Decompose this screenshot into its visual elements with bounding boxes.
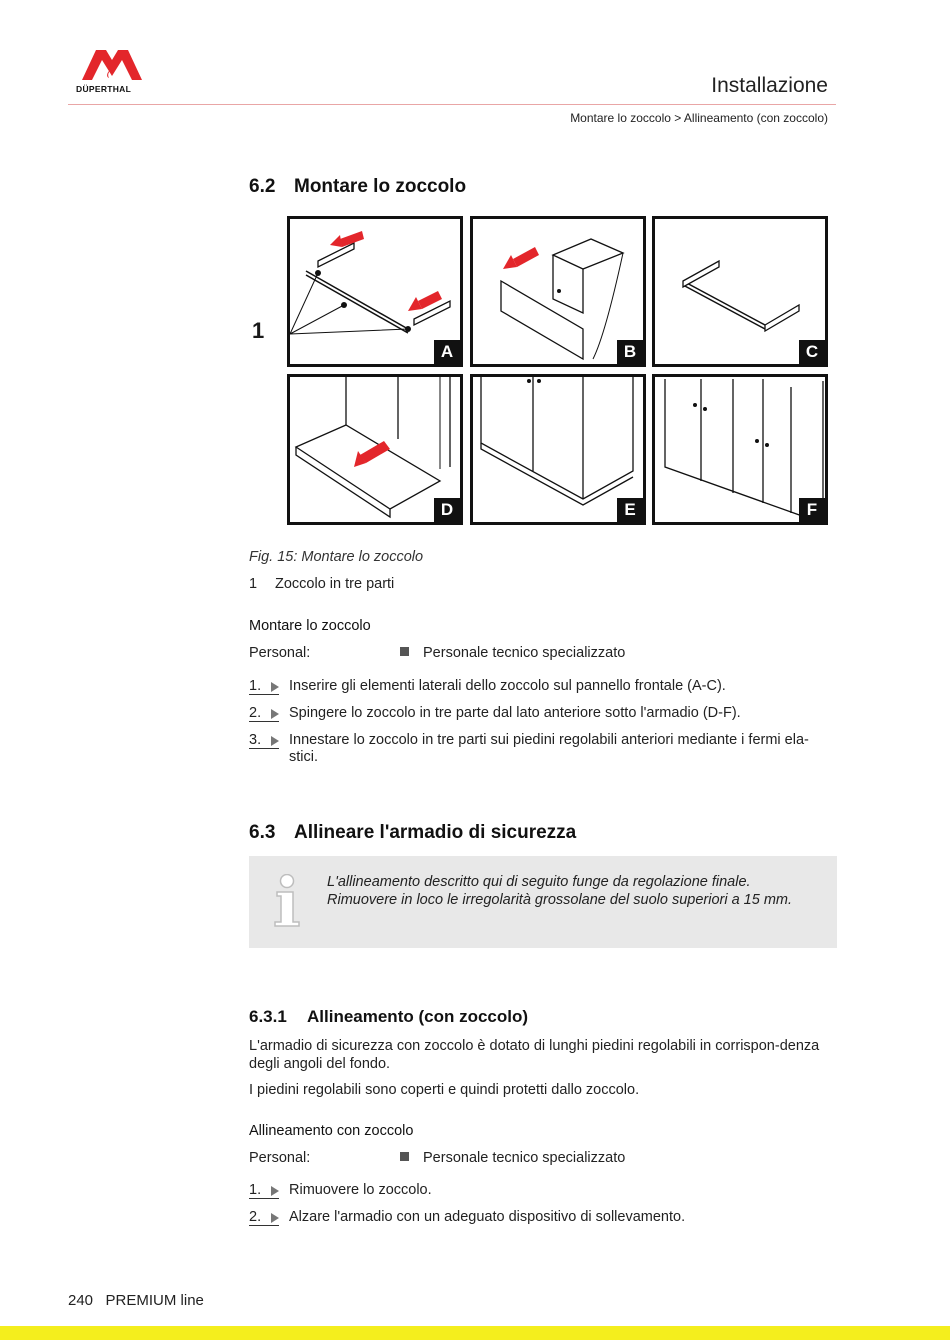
section-title: Allineare l'armadio di sicurezza [294, 822, 577, 843]
figure-panel-d [287, 374, 463, 525]
procedure-step [249, 1182, 834, 1199]
footer-color-bar [0, 1326, 950, 1340]
section-number: 6.2 [249, 176, 276, 197]
personnel-value [400, 1150, 625, 1166]
panel-label-d: D [434, 498, 460, 522]
procedure-title: Montare lo zoccolo [249, 618, 371, 634]
legend-number: 1 [249, 576, 258, 592]
step-text: Inserire gli elementi laterali dello zoccolo sul pannello frontale (A-C). [289, 678, 726, 694]
step-arrow-icon [271, 1213, 279, 1223]
personnel-value-text: Personale tecnico specializzato [423, 645, 626, 661]
step-text: Innestare lo zoccolo in tre parti sui piedini regolabili anteriori mediante i fermi ela-stici. [289, 732, 809, 765]
personnel-value [400, 645, 625, 661]
section-6-2-heading [249, 176, 466, 198]
bullet-square-icon [400, 1152, 409, 1161]
panel-label-b: B [617, 340, 643, 364]
figure-legend-item [249, 576, 394, 592]
step-arrow-icon [271, 709, 279, 719]
step-number: 1. [249, 1182, 279, 1199]
figure-panel-a [287, 216, 463, 367]
section-number: 6.3.1 [249, 1007, 287, 1026]
header-divider [68, 104, 836, 105]
procedure-title: Allineamento con zoccolo [249, 1123, 414, 1139]
panel-label-c: C [799, 340, 825, 364]
paragraph: L'armadio di sicurezza con zoccolo è dotato di lunghi piedini regolabili in corrispon-denza degli angoli del fondo. [249, 1038, 820, 1072]
section-6-3-1-heading [249, 1007, 528, 1027]
brand-name: DÜPERTHAL [76, 84, 132, 94]
personnel-label: Personal: [249, 1150, 311, 1166]
product-name: PREMIUM line [105, 1292, 204, 1309]
section-number: 6.3 [249, 822, 276, 843]
panel-label-a: A [434, 340, 460, 364]
page-footer [68, 1292, 204, 1309]
step-number: 1. [249, 678, 279, 695]
legend-text: Zoccolo in tre parti [275, 576, 395, 592]
panel-label-e: E [617, 498, 643, 522]
personnel-label: Personal: [249, 645, 311, 661]
step-text: Alzare l'armadio con un adeguato dispositivo di sollevamento. [289, 1209, 686, 1225]
procedure-step [249, 705, 834, 722]
step-arrow-icon [271, 682, 279, 692]
figure-caption: Fig. 15: Montare lo zoccolo [249, 549, 424, 565]
step-arrow-icon [271, 736, 279, 746]
figure-panel-b [470, 216, 646, 367]
step-arrow-icon [271, 1186, 279, 1196]
procedure-step [249, 1209, 834, 1226]
figure-panel-c [652, 216, 828, 367]
figure-15 [254, 214, 832, 528]
figure-panel-e [470, 374, 646, 525]
info-note [249, 856, 837, 948]
panel-label-f: F [799, 498, 825, 522]
info-note-text: L'allineamento descritto qui di seguito funge da regolazione finale. Rimuovere in loco le irregolarità grossolane del suolo superiori a 15 mm. [327, 874, 793, 908]
header-title: Installazione [711, 74, 828, 97]
bullet-square-icon [400, 647, 409, 656]
section-title: Montare lo zoccolo [294, 176, 467, 197]
page-number: 240 [68, 1292, 94, 1309]
section-title: Allineamento (con zoccolo) [307, 1007, 529, 1026]
step-number: 2. [249, 705, 279, 722]
procedure-step [249, 732, 834, 766]
figure-panel-f [652, 374, 828, 525]
step-number: 2. [249, 1209, 279, 1226]
paragraph: I piedini regolabili sono coperti e quindi protetti dallo zoccolo. [249, 1082, 640, 1098]
step-text: Rimuovere lo zoccolo. [289, 1182, 432, 1198]
step-number: 3. [249, 732, 279, 749]
breadcrumb: Montare lo zoccolo > Allineamento (con zoccolo) [570, 111, 828, 125]
info-icon [271, 874, 303, 928]
figure-callout-number: 1 [252, 318, 265, 343]
procedure-step [249, 678, 834, 695]
section-6-3-heading [249, 822, 576, 844]
personnel-value-text: Personale tecnico specializzato [423, 1150, 626, 1166]
step-text: Spingere lo zoccolo in tre parte dal lato anteriore sotto l'armadio (D-F). [289, 705, 741, 721]
